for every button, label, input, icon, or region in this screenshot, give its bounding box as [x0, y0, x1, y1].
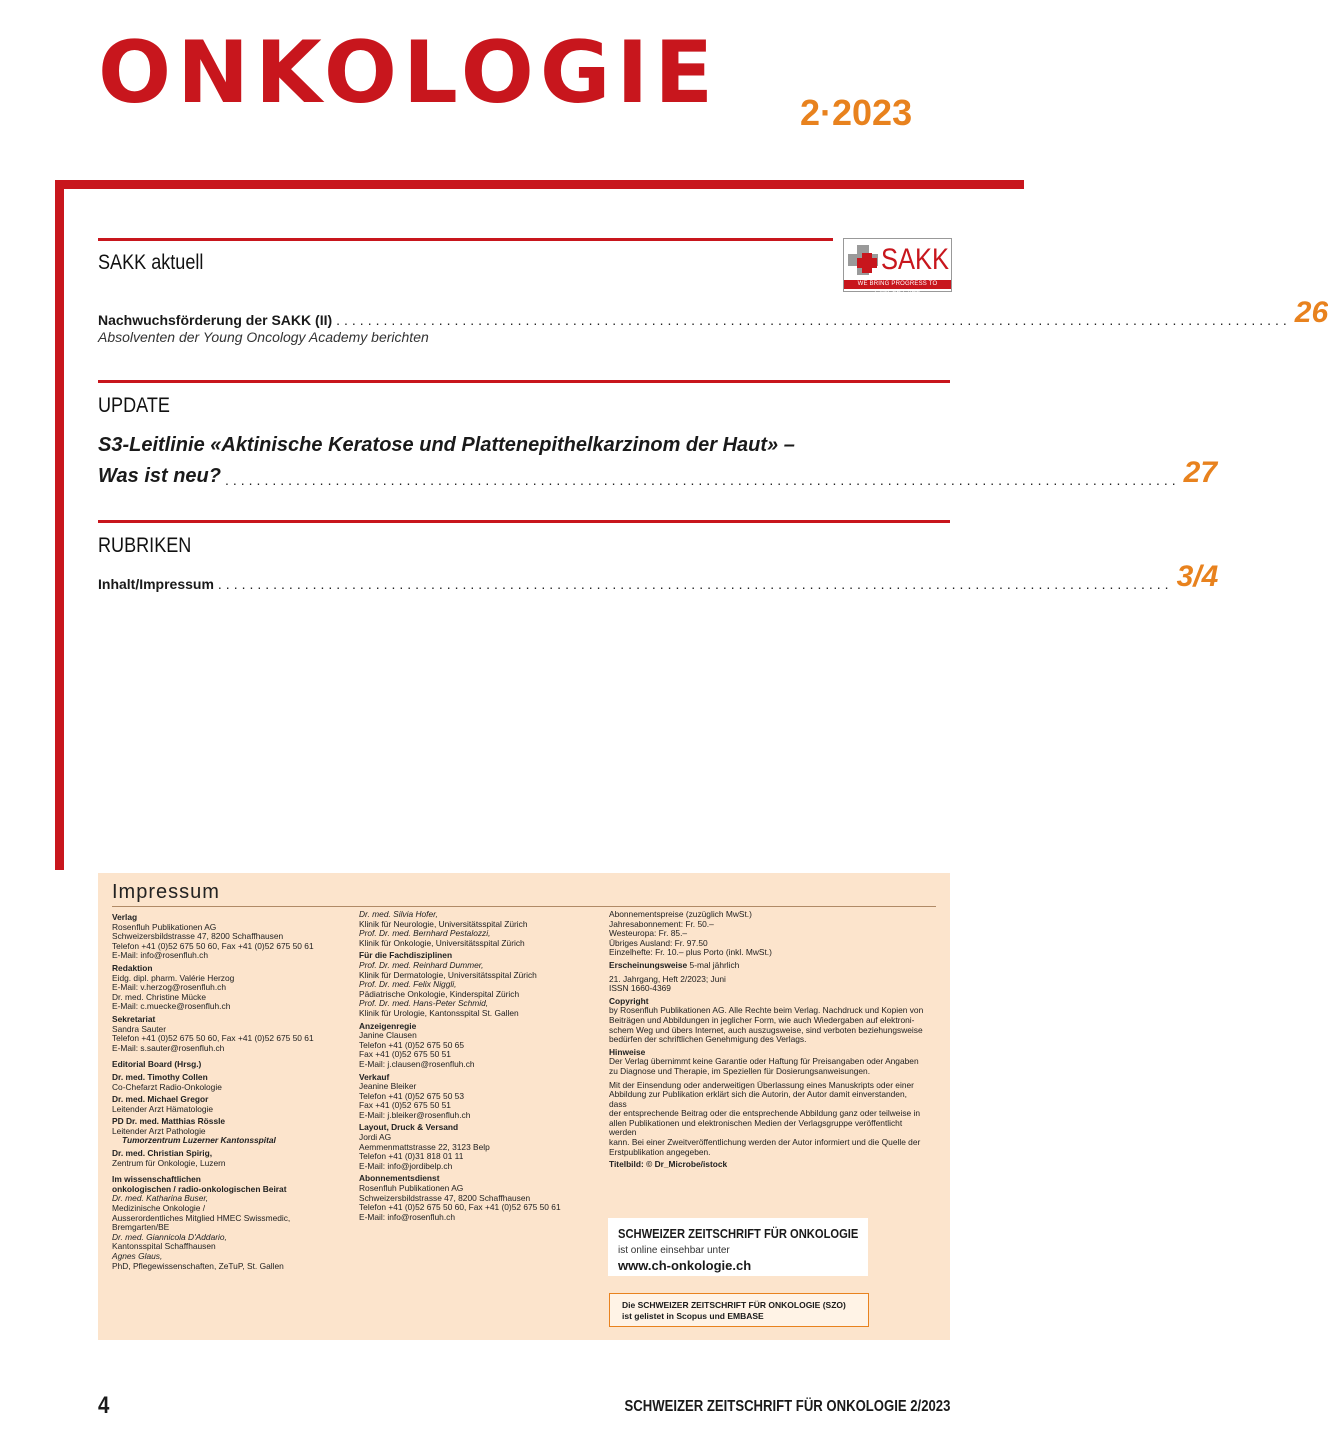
- impressum-line: Einzelhefte: Fr. 10.– plus Porto (inkl. MwSt.): [609, 947, 772, 958]
- online-box-text: ist online einsehbar unter: [618, 1245, 730, 1256]
- impressum-line: Erstpublikation angegeben.: [609, 1146, 711, 1157]
- impressum-line: Agnes Glaus,: [112, 1251, 163, 1261]
- impressum-line: Medizinische Onkologie /: [112, 1203, 206, 1214]
- impressum-line: Dr. med. Giannicola D'Addario,: [112, 1231, 227, 1242]
- impressum-line: Abonnementspreise (zuzüglich MwSt.): [609, 909, 752, 919]
- frame-left-bar: [55, 180, 64, 870]
- impressum-line: E-Mail: info@rosenfluh.ch: [359, 1211, 456, 1222]
- impressum-line: kann. Bei einer Zweitveröffentlichung werden der Autor informiert und die Quelle der: [609, 1137, 921, 1148]
- impressum-line: Beiträgen und Abbildungen in jeglicher Form, wie auch Wiedergaben auf elektroni-: [609, 1014, 915, 1025]
- impressum-line: Pädiatrische Onkologie, Kinderspital Zürich: [359, 988, 520, 999]
- impressum-line: Ausserordentliches Mitglied HMEC Swissmedic,: [112, 1212, 291, 1223]
- section-title-rubriken: RUBRIKEN: [98, 534, 192, 557]
- impressum-line: bedürfen der schriftlichen Genehmigung des Verlags.: [609, 1034, 807, 1045]
- impressum-line: Prof. Dr. med. Reinhard Dummer,: [359, 959, 484, 970]
- section-rule: [98, 520, 950, 523]
- toc-entry-s3-line1[interactable]: [98, 434, 950, 457]
- toc-dots: .........................................................................................................................: [225, 472, 1180, 488]
- impressum-line: werden: [609, 1127, 637, 1138]
- indexing-line-1: Die SCHWEIZER ZEITSCHRIFT FÜR ONKOLOGIE (SZO): [622, 1300, 846, 1310]
- impressum-line: Rosenfluh Publikationen AG: [112, 921, 217, 932]
- impressum-line: Übriges Ausland: Fr. 97.50: [609, 937, 708, 948]
- impressum-line: Tumorzentrum Luzerner Kantonsspital: [122, 1135, 276, 1146]
- toc-entry-nachwuchs[interactable]: [98, 296, 1328, 329]
- impressum-line: Dr. med. Katharina Buser,: [112, 1193, 209, 1204]
- impressum-line: Mit der Einsendung oder anderweitigen Überlassung eines Manuskripts oder einer: [609, 1079, 914, 1090]
- impressum-line: Für die Fachdisziplinen: [359, 950, 453, 961]
- impressum-line: Editorial Board (Hrsg.): [112, 1059, 202, 1070]
- impressum-line: Copyright: [609, 995, 649, 1006]
- impressum-line: Schweizersbildstrasse 47, 8200 Schaffhausen: [359, 1192, 531, 1203]
- indexing-line-2: ist gelistet in Scopus und EMBASE: [622, 1311, 764, 1321]
- impressum-spacer: [112, 1053, 357, 1057]
- impressum-line: dass: [609, 1098, 627, 1109]
- impressum-line: Bremgarten/BE: [112, 1222, 170, 1233]
- impressum-line: Rosenfluh Publikationen AG: [359, 1183, 464, 1194]
- impressum-line: Dr. med. Silvia Hofer,: [359, 909, 438, 919]
- impressum-line: Telefon +41 (0)52 675 50 60, Fax +41 (0)52 675 50 61: [112, 1033, 314, 1044]
- impressum-line: Janine Clausen: [359, 1030, 417, 1041]
- impressum-line: Der Verlag übernimmt keine Garantie oder Haftung für Preisangaben oder Angaben: [609, 1056, 919, 1067]
- impressum-rule: [112, 906, 936, 907]
- impressum-line: Dr. med. Christian Spirig,: [112, 1148, 213, 1159]
- impressum-line: Fax +41 (0)52 675 50 51: [359, 1049, 451, 1060]
- impressum-line: E-Mail: info@rosenfluh.ch: [112, 950, 209, 961]
- impressum-line: allen Publikationen und elektronischen Medien der Verlagsgruppe veröffentlicht: [609, 1117, 903, 1128]
- impressum-line: Westeuropa: Fr. 85.–: [609, 928, 688, 939]
- impressum-line: Leitender Arzt Pathologie: [112, 1125, 206, 1136]
- impressum-line: E-Mail: c.muecke@rosenfluh.ch: [112, 1001, 231, 1012]
- impressum-line: Telefon +41 (0)31 818 01 11: [359, 1151, 464, 1162]
- impressum-line: Co-Chefarzt Radio-Onkologie: [112, 1081, 222, 1092]
- impressum-line: Jordi AG: [359, 1132, 392, 1143]
- impressum-line: PhD, Pflegewissenschaften, ZeTuP, St. Gallen: [112, 1260, 284, 1271]
- masthead-title: ONKOLOGIE: [98, 23, 720, 123]
- impressum-spacer: [112, 1168, 357, 1172]
- impressum-line: Anzeigenregie: [359, 1020, 417, 1031]
- impressum-line: Jeanine Bleiker: [359, 1081, 417, 1092]
- impressum-line: Klinik für Dermatologie, Universitätsspital Zürich: [359, 969, 537, 980]
- impressum-line: Klinik für Neurologie, Universitätsspital Zürich: [359, 918, 528, 929]
- impressum-line: Fax +41 (0)52 675 50 51: [359, 1100, 451, 1111]
- impressum-column-3: [609, 910, 944, 1170]
- impressum-line: Dr. med. Christine Mücke: [112, 991, 207, 1002]
- impressum-line: PD Dr. med. Matthias Rössle: [112, 1116, 226, 1127]
- impressum-line: zu Diagnose und Therapie, im Speziellen für Dosierungsanweisungen.: [609, 1065, 871, 1076]
- toc-entry-title-cont: Was ist neu?: [98, 465, 221, 487]
- impressum-line: [609, 961, 944, 971]
- section-rule: [98, 380, 950, 383]
- impressum-line: Schweizersbildstrasse 47, 8200 Schaffhausen: [112, 931, 284, 942]
- impressum-line: Leitender Arzt Hämatologie: [112, 1103, 214, 1114]
- issue-number: 2·2023: [800, 92, 913, 133]
- footer-journal-title: SCHWEIZER ZEITSCHRIFT FÜR ONKOLOGIE 2/2023: [624, 1398, 950, 1415]
- impressum-line: Dr. med. Michael Gregor: [112, 1094, 209, 1105]
- impressum-line: Redaktion: [112, 962, 153, 973]
- impressum-line: E-Mail: info@jordibelp.ch: [359, 1160, 453, 1171]
- impressum-line: Eidg. dipl. pharm. Valérie Herzog: [112, 972, 235, 983]
- impressum-line: Zentrum für Onkologie, Luzern: [112, 1157, 226, 1168]
- toc-entry-s3-line2[interactable]: [98, 456, 1218, 489]
- impressum-line: E-Mail: j.clausen@rosenfluh.ch: [359, 1058, 475, 1069]
- toc-dots: .........................................................................................................................: [217, 576, 1173, 592]
- frame-top-bar: [55, 180, 1024, 189]
- impressum-line: Prof. Dr. med. Hans-Peter Schmid,: [359, 998, 489, 1009]
- impressum-line: Telefon +41 (0)52 675 50 65: [359, 1039, 465, 1050]
- impressum-line: E-Mail: s.sauter@rosenfluh.ch: [112, 1042, 225, 1053]
- toc-page-number: 3/4: [1176, 560, 1219, 593]
- impressum-line: Telefon +41 (0)52 675 50 60, Fax +41 (0)52 675 50 61: [359, 1202, 561, 1213]
- impressum-line: E-Mail: j.bleiker@rosenfluh.ch: [359, 1109, 471, 1120]
- toc-entry-title: Nachwuchsförderung der SAKK (II): [98, 312, 333, 328]
- impressum-line: Klinik für Onkologie, Universitätsspital Zürich: [359, 937, 525, 948]
- impressum-line: Verkauf: [359, 1071, 390, 1082]
- impressum-line: Prof. Dr. med. Bernhard Pestalozzi,: [359, 928, 491, 939]
- impressum-label: Erscheinungsweise: [609, 959, 688, 970]
- section-rule: [98, 238, 833, 241]
- impressum-line: Hinweise: [609, 1046, 646, 1057]
- online-info-box: [608, 1218, 868, 1276]
- sakk-logo-word: SAKK: [881, 243, 950, 276]
- impressum-line: Kantonsspital Schaffhausen: [112, 1241, 216, 1252]
- impressum-line: Sekretariat: [112, 1013, 156, 1024]
- impressum-line: Dr. med. Timothy Collen: [112, 1071, 208, 1082]
- impressum-line: onkologischen / radio-onkologischen Beirat: [112, 1183, 287, 1194]
- impressum-line: Im wissenschaftlichen: [112, 1174, 201, 1185]
- impressum-line: Klinik für Urologie, Kantonsspital St. Gallen: [359, 1007, 519, 1018]
- sakk-logo: [843, 238, 952, 296]
- impressum-column-2: [359, 910, 604, 1222]
- toc-entry-title: Inhalt/Impressum: [98, 576, 214, 592]
- impressum-column-1: [112, 910, 357, 1271]
- toc-entry-title: S3-Leitlinie «Aktinische Keratose und Plattenepithelkarzinom der Haut» –: [98, 434, 795, 456]
- impressum-line: ISSN 1660-4369: [609, 983, 671, 994]
- sakk-cross-icon: [848, 245, 878, 275]
- impressum-line: Titelbild: © Dr_Microbe/istock: [609, 1159, 728, 1170]
- impressum-heading: Impressum: [112, 881, 220, 903]
- section-title-update: UPDATE: [98, 394, 170, 417]
- impressum-line: schem Weg und übers Internet, auch auszugsweise, sind verboten beziehungsweise: [609, 1024, 923, 1035]
- impressum-line: Telefon +41 (0)52 675 50 60, Fax +41 (0)52 675 50 61: [112, 940, 314, 951]
- impressum-line: Prof. Dr. med. Felix Niggli,: [359, 979, 457, 990]
- toc-page-number: 26: [1294, 296, 1328, 329]
- sakk-logo-tagline: WE BRING PROGRESS TO CANCER CARE: [844, 280, 951, 289]
- impressum-line: E-Mail: v.herzog@rosenfluh.ch: [112, 982, 227, 993]
- indexing-info-box: [609, 1293, 869, 1327]
- impressum-line: Layout, Druck & Versand: [359, 1122, 459, 1133]
- impressum-box: [98, 873, 950, 1340]
- impressum-line: der entsprechende Beitrag oder die entsprechende Abbildung ganz oder teilweise in: [609, 1108, 921, 1119]
- section-title-sakk: SAKK aktuell: [98, 251, 204, 274]
- impressum-line: by Rosenfluh Publikationen AG. Alle Rechte beim Verlag. Nachdruck und Kopien von: [609, 1005, 924, 1016]
- impressum-line: Sandra Sauter: [112, 1023, 167, 1034]
- toc-entry-subtitle: Absolventen der Young Oncology Academy berichten: [98, 329, 429, 345]
- online-box-url[interactable]: www.ch-onkologie.ch: [618, 1258, 752, 1273]
- impressum-line: Aemmenmattstrasse 22, 3123 Belp: [359, 1141, 490, 1152]
- online-box-title: SCHWEIZER ZEITSCHRIFT FÜR ONKOLOGIE: [618, 1226, 859, 1241]
- impressum-value: 5-mal jährlich: [687, 959, 740, 970]
- impressum-line: Abbildung zur Publikation erklärt sich die Autorin, der Autor damit einverstanden,: [609, 1089, 907, 1100]
- impressum-line: Telefon +41 (0)52 675 50 53: [359, 1090, 465, 1101]
- toc-entry-inhalt[interactable]: [98, 560, 1219, 593]
- footer-page-number: 4: [98, 1392, 110, 1419]
- toc-dots: .........................................................................................................................: [336, 312, 1291, 328]
- impressum-line: 21. Jahrgang, Heft 2/2023; Juni: [609, 973, 726, 984]
- impressum-line: Abonnementsdienst: [359, 1173, 440, 1184]
- impressum-line: Jahresabonnement: Fr. 50.–: [609, 918, 714, 929]
- toc-page-number: 27: [1183, 456, 1218, 489]
- impressum-line: Verlag: [112, 912, 138, 922]
